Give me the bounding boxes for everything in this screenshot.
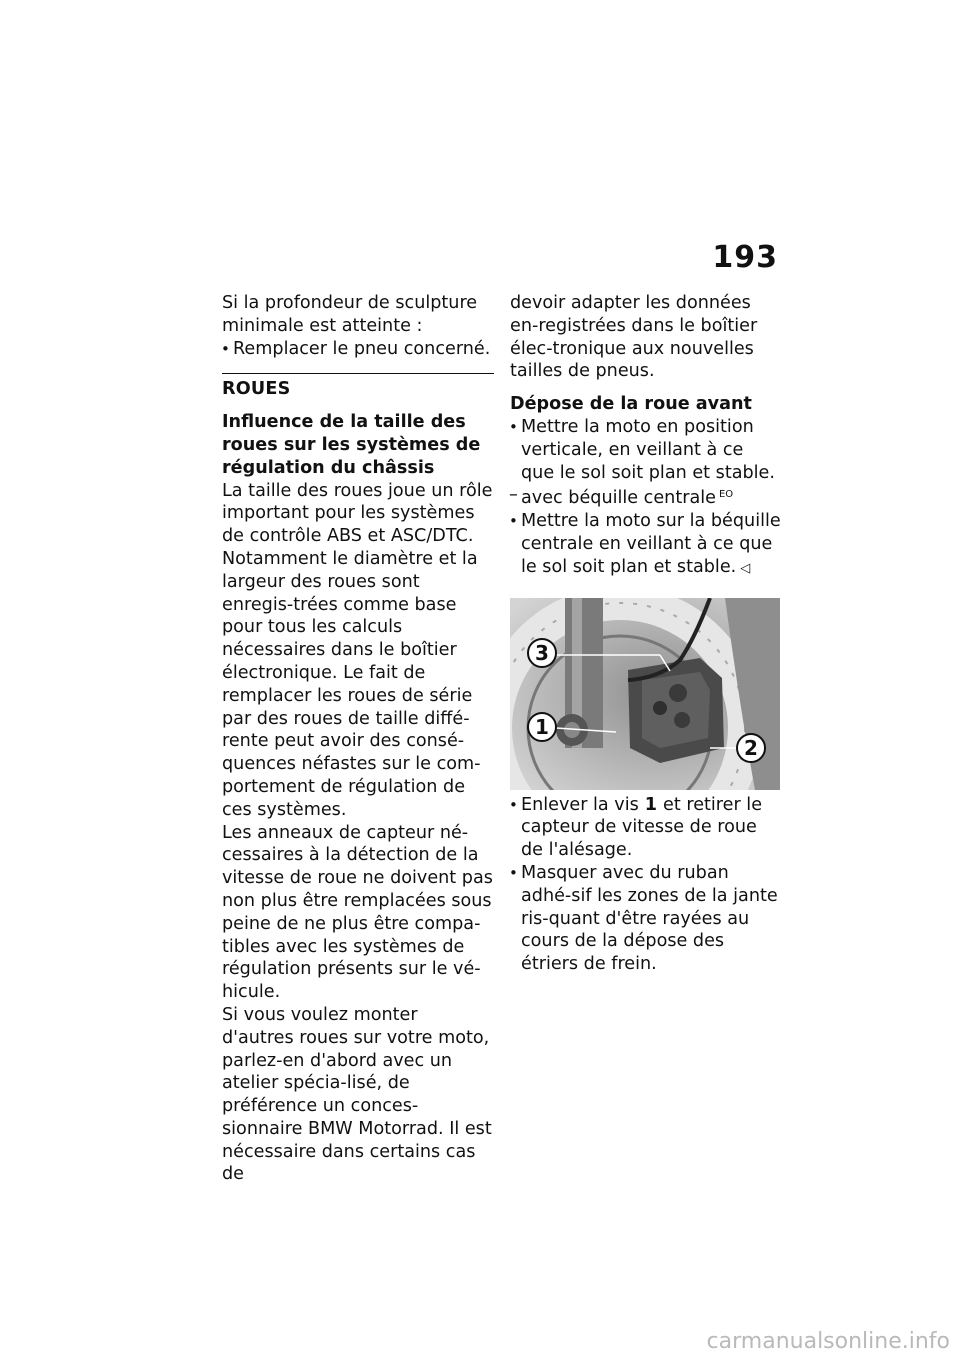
paragraph-continued: devoir adapter les données en-registrées dans le boîtier élec-tronique aux nouvelles tailles de pneus. <box>510 293 758 382</box>
bullet-remove-screw-post: et retirer le capteur de vitesse de roue de l'alésage. <box>521 794 763 861</box>
brake-caliper-photo <box>510 598 780 790</box>
paragraph-wheel-size: La taille des roues joue un rôle important pour les systèmes de contrôle ABS et ASC/DTC. Notamment le diamètre et la largeur des roues sont enregis-trées comme base pour tous les calculs nécessaires dans le boîtier électronique. Le fait de remplacer les roues de série par des roues de taille diffé-rente peut avoir des consé-quences néfastes sur le com-portement de régulation de ces systèmes. <box>222 480 493 820</box>
end-mark-icon: ◁ <box>740 560 751 576</box>
intro-text-line2: minimale est atteinte : <box>222 315 423 336</box>
bullet-remove-screw <box>510 794 782 862</box>
paragraph-sensor-rings: Les anneaux de capteur né-cessaires à la détection de la vitesse de roue ne doivent pas non plus être remplacées sous peine de ne plus être compa-tibles avec les systèmes de régulation présents sur le vé-hicule. <box>222 822 493 1003</box>
left-column <box>222 292 494 1186</box>
bullet-center-stand <box>510 510 782 580</box>
right-column <box>510 292 782 976</box>
bullet-center-stand-text: Mettre la moto sur la béquille centrale en veillant à ce que le sol soit plan et stable. <box>521 511 781 577</box>
dash-center-stand <box>510 484 782 510</box>
page-number: 193 <box>712 240 778 275</box>
section-title: ROUES <box>222 379 291 400</box>
intro-text-line1: Si la profondeur de sculpture <box>222 293 478 313</box>
bullet-remove-screw-pre: Enlever la vis <box>521 794 639 815</box>
bullet-replace-tire: • Remplacer le pneu concerné. <box>222 338 494 361</box>
callout-1-label: 1 <box>535 714 549 739</box>
callout-3-label: 3 <box>535 640 549 665</box>
callout-3 <box>528 639 556 667</box>
option-tag: EO <box>718 489 734 501</box>
subheading-front-wheel-removal: Dépose de la roue avant <box>510 394 752 415</box>
section-divider <box>222 373 494 374</box>
callout-2-label: 2 <box>744 735 758 760</box>
paragraph-other-wheels: Si vous voulez monter d'autres roues sur votre moto, parlez-en d'abord avec un atelier spécia-lisé, de préférence un conces-sionnaire BMW Motorrad. Il est nécessaire dans certains cas de <box>222 1004 492 1185</box>
dash-text: avec béquille centrale <box>521 488 716 509</box>
bullet-mask-rim: • Masquer avec du ruban adhé-sif les zones de la jante ris-quant d'être rayées au cours de la dépose des étriers de frein. <box>510 862 782 976</box>
subheading-wheel-size: Influence de la taille des roues sur les systèmes de régulation du châssis <box>222 412 481 478</box>
callout-1 <box>528 713 556 741</box>
bullet-upright: • Mettre la moto en position verticale, en veillant à ce que le sol soit plan et stable. <box>510 416 782 484</box>
callout-2 <box>737 734 765 762</box>
screw-number: 1 <box>644 794 658 815</box>
brake-caliper-illustration <box>510 598 780 790</box>
watermark: carmanualsonline.info <box>706 1329 950 1354</box>
